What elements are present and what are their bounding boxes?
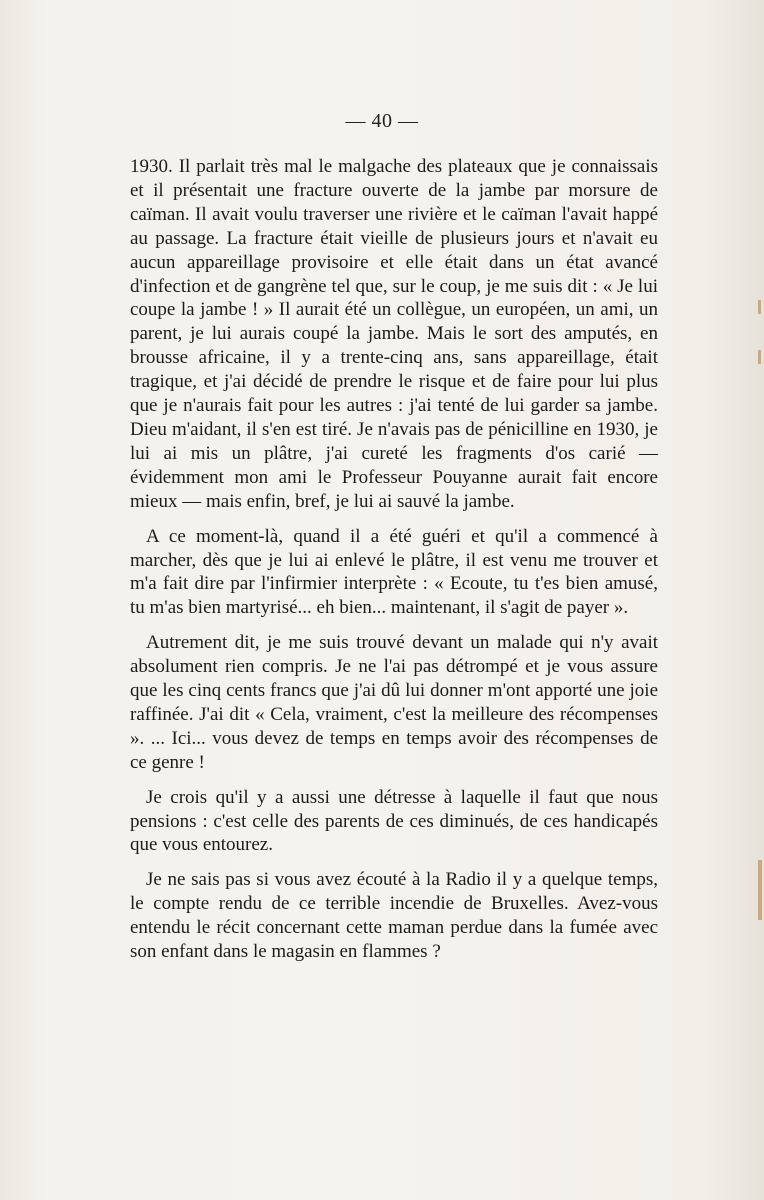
edge-mark: [758, 860, 762, 920]
paragraph-5: Je ne sais pas si vous avez écouté à la Radio il y a quelque temps, le compte rendu de ce terrible incendie de Bruxelles. Avez-vous entendu le récit concernant cette maman perdue dans la fumée avec son enfant dans le magasin en flammes ?: [130, 869, 658, 963]
body-text: [130, 155, 658, 964]
paragraph-2: A ce moment-là, quand il a été guéri et qu'il a commencé à marcher, dès que je lui ai enlevé le plâtre, il est venu me trouver et m'a fait dire par l'infirmier interprète : « Ecoute, tu t'es bien amusé, tu m'as bien martyrisé... eh bien... maintenant, il s'agit de payer ».: [130, 525, 658, 619]
paragraph-1: 1930. Il parlait très mal le malgache des plateaux que je connaissais et il présentait une fracture ouverte de la jambe par morsure de caïman. Il avait voulu traverser une rivière et le caïman l'avait happé au passage. La fracture était vieille de plusieurs jours et n'avait eu aucun appareillage provisoire et elle était dans un état avancé d'infection et de gangrène tel que, sur le coup, je me suis dit : « Je lui coupe la jambe ! » Il aurait été un collègue, un européen, un ami, un parent, je lui aurais coupé la jambe. Mais le sort des amputés, en brousse africaine, il y a trente-cinq ans, sans appareillage, était tragique, et j'ai décidé de prendre le risque et de faire pour lui plus que je n'aurais fait pour les autres : j'ai tenté de lui garder sa jambe. Dieu m'aidant, il s'en est tiré. Je n'avais pas de pénicilline en 1930, je lui ai mis un plâtre, j'ai cureté les fragments d'os carié — évidemment mon ami le Professeur Pouyanne aurait fait encore mieux — mais enfin, bref, je lui ai sauvé la jambe.: [130, 156, 658, 512]
paragraph-4: Je crois qu'il y a aussi une détresse à laquelle il faut que nous pensions : c'est celle des parents de ces diminués, de ces handicapés que vous entourez.: [130, 786, 658, 856]
page-number: — 40 —: [345, 110, 419, 132]
edge-mark: [758, 350, 761, 364]
edge-mark: [758, 300, 761, 314]
paragraph-3: Autrement dit, je me suis trouvé devant un malade qui n'y avait absolument rien compris. Je ne l'ai pas détrompé et je vous assure que les cinq cents francs que j'ai dû lui donner m'ont apporté une joie raffinée. J'ai dit « Cela, vraiment, c'est la meilleure des récompenses ». ... Ici... vous devez de temps en temps avoir des récompenses de ce genre !: [130, 632, 658, 773]
